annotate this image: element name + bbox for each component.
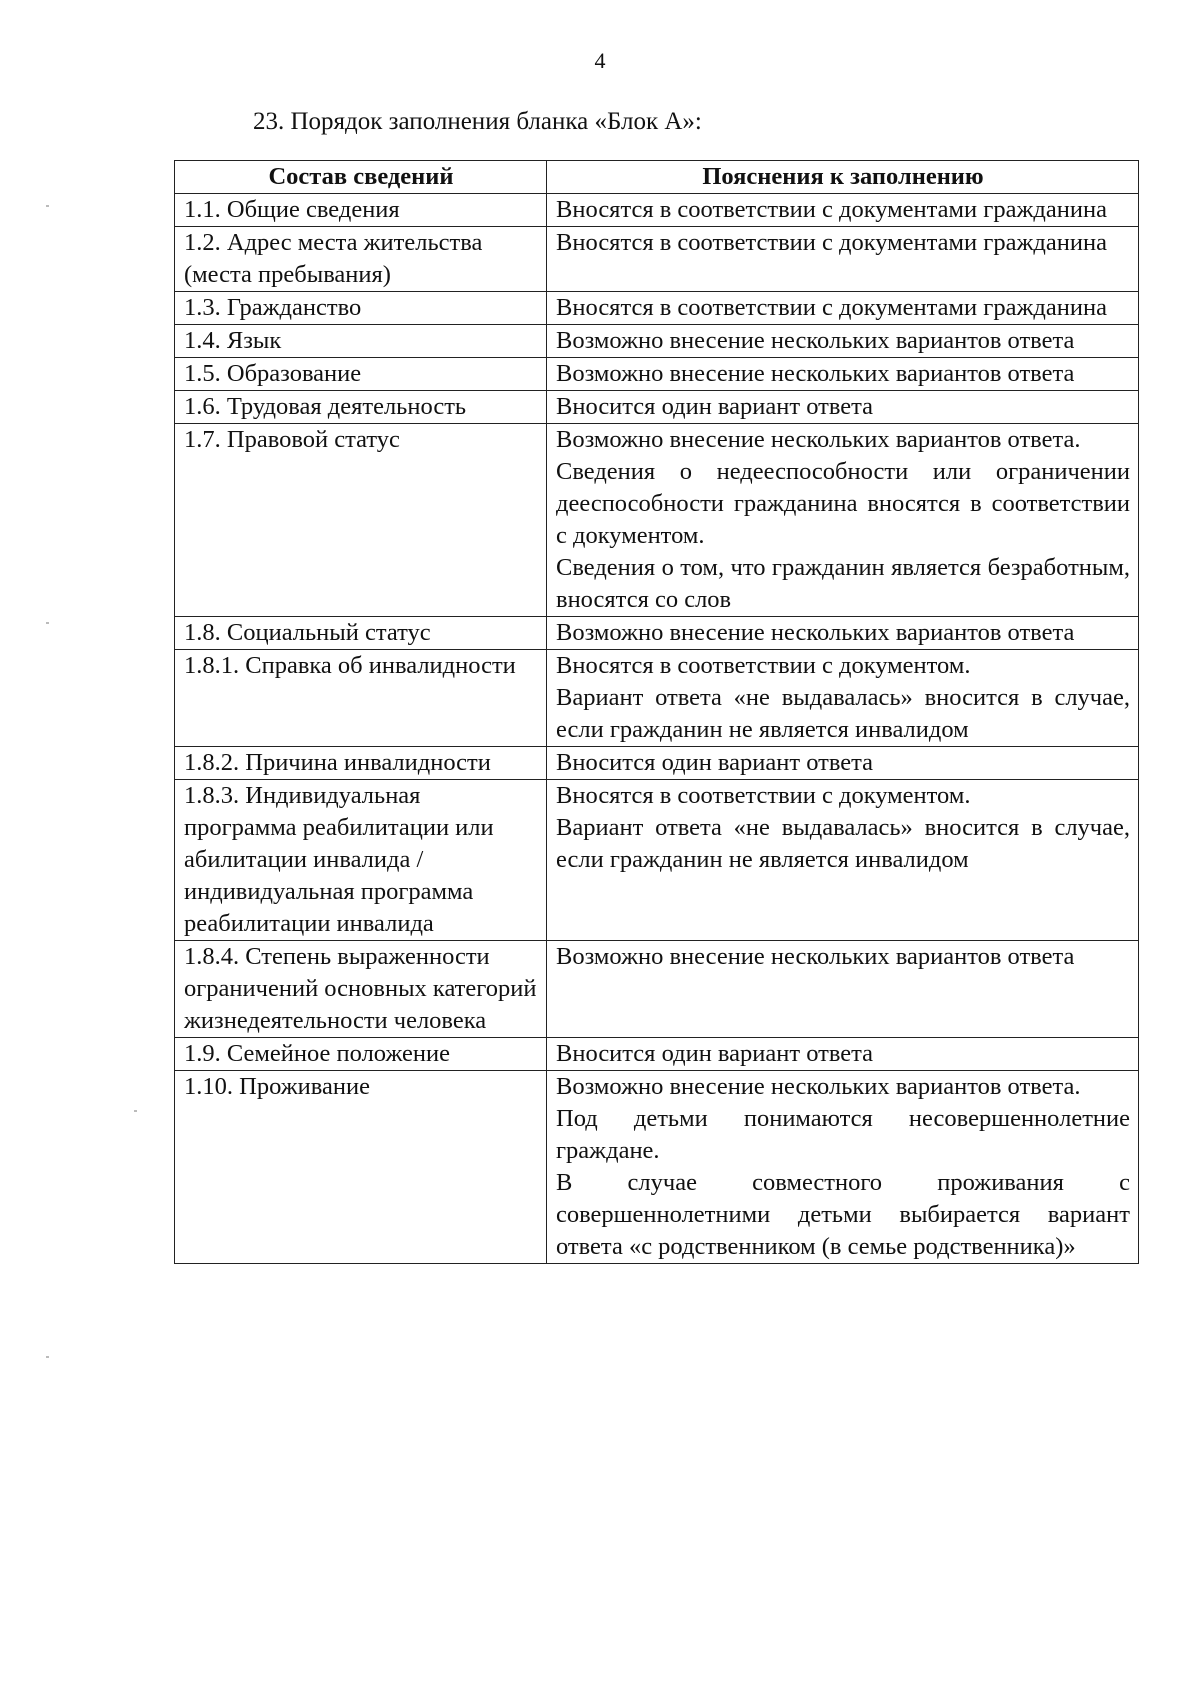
row-explanation	[547, 227, 1139, 292]
row-explanation	[547, 358, 1139, 391]
row-item-label: 1.9. Семейное положение	[175, 1038, 547, 1071]
row-explanation	[547, 780, 1139, 941]
row-item-label: 1.5. Образование	[175, 358, 547, 391]
table-header-row	[175, 161, 1139, 194]
page-number: 4	[594, 48, 606, 73]
explanation-paragraph: Возможно внесение нескольких вариантов ответа	[556, 943, 1075, 970]
table-row	[175, 1071, 1139, 1264]
row-explanation	[547, 194, 1139, 227]
row-item-label: 1.6. Трудовая деятельность	[175, 391, 547, 424]
row-explanation	[547, 424, 1139, 617]
row-item-label: 1.10. Проживание	[175, 1071, 547, 1264]
table-row	[175, 358, 1139, 391]
row-item-label: 1.7. Правовой статус	[175, 424, 547, 617]
explanation-paragraph: Возможно внесение нескольких вариантов ответа	[556, 327, 1075, 354]
row-explanation	[547, 617, 1139, 650]
column-header-explanation: Пояснения к заполнению	[547, 161, 1139, 194]
row-item-label: 1.1. Общие сведения	[175, 194, 547, 227]
row-explanation	[547, 1071, 1139, 1264]
row-item-label: 1.8.2. Причина инвалидности	[175, 747, 547, 780]
table-row	[175, 391, 1139, 424]
scan-mark	[134, 1110, 137, 1112]
block-a-table	[174, 160, 1139, 1264]
explanation-paragraph: Сведения о недееспособности или ограничении дееспособности гражданина вносятся в соответствии с документом.	[556, 458, 1130, 549]
table-row	[175, 747, 1139, 780]
explanation-paragraph: Вариант ответа «не выдавалась» вносится в случае, если гражданин не является инвалидом	[556, 684, 1130, 743]
table-row	[175, 194, 1139, 227]
row-item-label: 1.4. Язык	[175, 325, 547, 358]
row-explanation	[547, 325, 1139, 358]
row-item-label: 1.2. Адрес места жительства (места пребывания)	[175, 227, 547, 292]
explanation-paragraph: Вариант ответа «не выдавалась» вносится в случае, если гражданин не является инвалидом	[556, 814, 1130, 873]
explanation-paragraph: Вносится один вариант ответа	[556, 393, 874, 420]
row-item-label: 1.8.3. Индивидуальная программа реабилитации или абилитации инвалида / индивидуальная программа реабилитации инвалида	[175, 780, 547, 941]
scan-mark	[46, 1356, 49, 1358]
table-row	[175, 617, 1139, 650]
explanation-paragraph: Вносятся в соответствии с документом.	[556, 782, 971, 809]
table-row	[175, 650, 1139, 747]
table-row	[175, 424, 1139, 617]
explanation-paragraph: Возможно внесение нескольких вариантов ответа	[556, 619, 1075, 646]
row-explanation	[547, 292, 1139, 325]
row-explanation	[547, 941, 1139, 1038]
explanation-paragraph: Вносится один вариант ответа	[556, 749, 874, 776]
explanation-paragraph: Возможно внесение нескольких вариантов ответа.	[556, 426, 1081, 453]
scan-mark	[46, 622, 49, 624]
table-row	[175, 292, 1139, 325]
row-item-label: 1.8.1. Справка об инвалидности	[175, 650, 547, 747]
explanation-paragraph: Вносятся в соответствии с документами гражданина	[556, 229, 1107, 256]
explanation-paragraph: Сведения о том, что гражданин является безработным, вносятся со слов	[556, 554, 1130, 613]
table-row	[175, 941, 1139, 1038]
explanation-paragraph: Вносятся в соответствии с документом.	[556, 652, 971, 679]
row-item-label: 1.8.4. Степень выраженности ограничений основных категорий жизнедеятельности человека	[175, 941, 547, 1038]
row-item-label: 1.8. Социальный статус	[175, 617, 547, 650]
scan-mark	[46, 205, 49, 207]
explanation-paragraph: Возможно внесение нескольких вариантов ответа	[556, 360, 1075, 387]
table-body	[175, 194, 1139, 1264]
table-row	[175, 780, 1139, 941]
row-item-label: 1.3. Гражданство	[175, 292, 547, 325]
table-row	[175, 1038, 1139, 1071]
explanation-paragraph: Вносятся в соответствии с документами гражданина	[556, 196, 1107, 223]
explanation-paragraph: Вносится один вариант ответа	[556, 1040, 874, 1067]
explanation-paragraph: Под детьми понимаются несовершеннолетние граждане.	[556, 1105, 1130, 1164]
section-title: 23. Порядок заполнения бланка «Блок А»:	[253, 108, 702, 135]
row-explanation	[547, 391, 1139, 424]
table-row	[175, 325, 1139, 358]
row-explanation	[547, 650, 1139, 747]
explanation-paragraph: В случае совместного проживания с совершеннолетними детьми выбирается вариант ответа «с родственником (в семье родственника)»	[556, 1169, 1130, 1260]
explanation-paragraph: Возможно внесение нескольких вариантов ответа.	[556, 1073, 1081, 1100]
row-explanation	[547, 747, 1139, 780]
row-explanation	[547, 1038, 1139, 1071]
explanation-paragraph: Вносятся в соответствии с документами гражданина	[556, 294, 1107, 321]
table-row	[175, 227, 1139, 292]
column-header-composition: Состав сведений	[175, 161, 547, 194]
